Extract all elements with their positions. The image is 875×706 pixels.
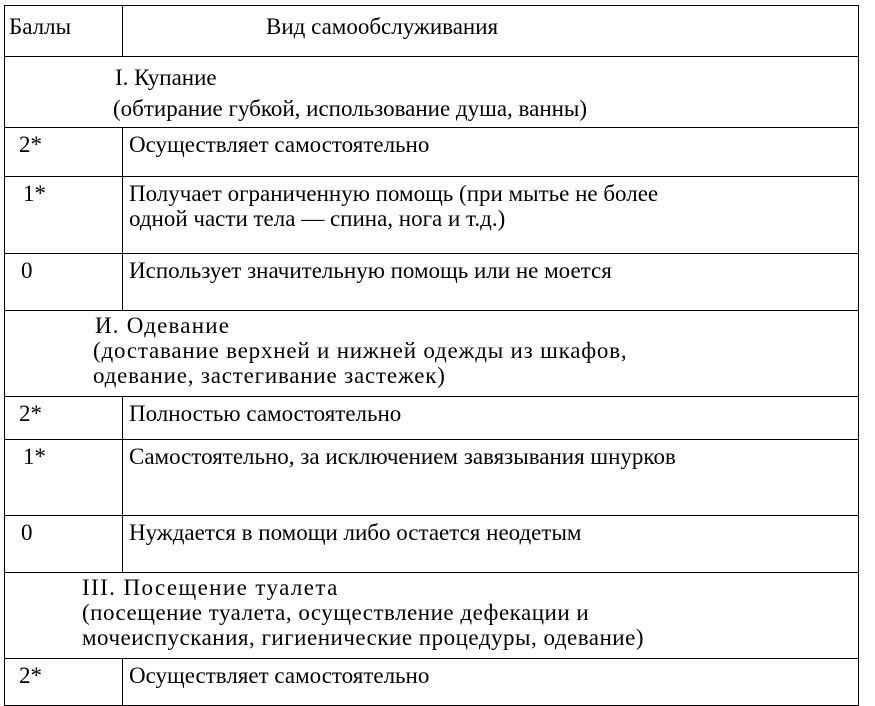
description-line: Использует значительную помощь или не моется [129,258,612,283]
section-subtitle: (обтирание губкой, использование душа, ванны) [113,96,588,121]
section-row-bathing [5,57,859,128]
description-line: Нуждается в помощи либо остается неодетым [129,520,582,545]
section-title: I. Купание [115,65,217,90]
table-row [5,516,859,573]
section-row-dressing [5,311,859,397]
score-cell: 2* [5,128,123,177]
description-cell [123,440,859,516]
section-cell [5,573,859,659]
description-cell [123,397,859,440]
description-cell [123,516,859,573]
description-line: Полностью самостоятельно [129,401,402,426]
description-line: одной части тела — спина, нога и т.д.) [129,206,506,231]
score-cell: 1* [5,177,123,254]
section-subtitle: одевание, застегивание застежек) [93,363,446,388]
table-row [5,397,859,440]
table-header-row [5,6,859,57]
table-row [5,659,859,706]
score-cell: 0 [5,254,123,311]
section-cell [5,57,859,128]
table-row [5,128,859,177]
description-line: Осуществляет самостоятельно [129,663,430,688]
section-title: III. Посещение туалета [82,575,339,600]
section-subtitle: мочеиспускания, гигиенические процедуры, одевание) [82,625,644,650]
header-score: Баллы [5,6,123,57]
section-subtitle: (доставание верхней и нижней одежды из шкафов, [93,338,628,363]
table-row [5,177,859,254]
score-cell: 2* [5,397,123,440]
section-cell [5,311,859,397]
description-line: Получает ограниченную помощь (при мытье не более [129,181,659,206]
description-cell [123,659,859,706]
score-cell: 1* [5,440,123,516]
self-care-score-table [4,5,859,706]
description-cell [123,177,859,254]
section-subtitle: (посещение туалета, осуществление дефекации и [82,600,590,625]
section-row-toilet [5,573,859,659]
score-cell: 2* [5,659,123,706]
table-row [5,254,859,311]
description-line: Самостоятельно, за исключением завязывания шнурков [129,444,676,469]
description-cell [123,128,859,177]
score-cell: 0 [5,516,123,573]
table-row [5,440,859,516]
description-cell [123,254,859,311]
section-title: И. Одевание [95,313,231,338]
header-activity: Вид самообслуживания [123,6,859,57]
description-line: Осуществляет самостоятельно [129,132,430,157]
